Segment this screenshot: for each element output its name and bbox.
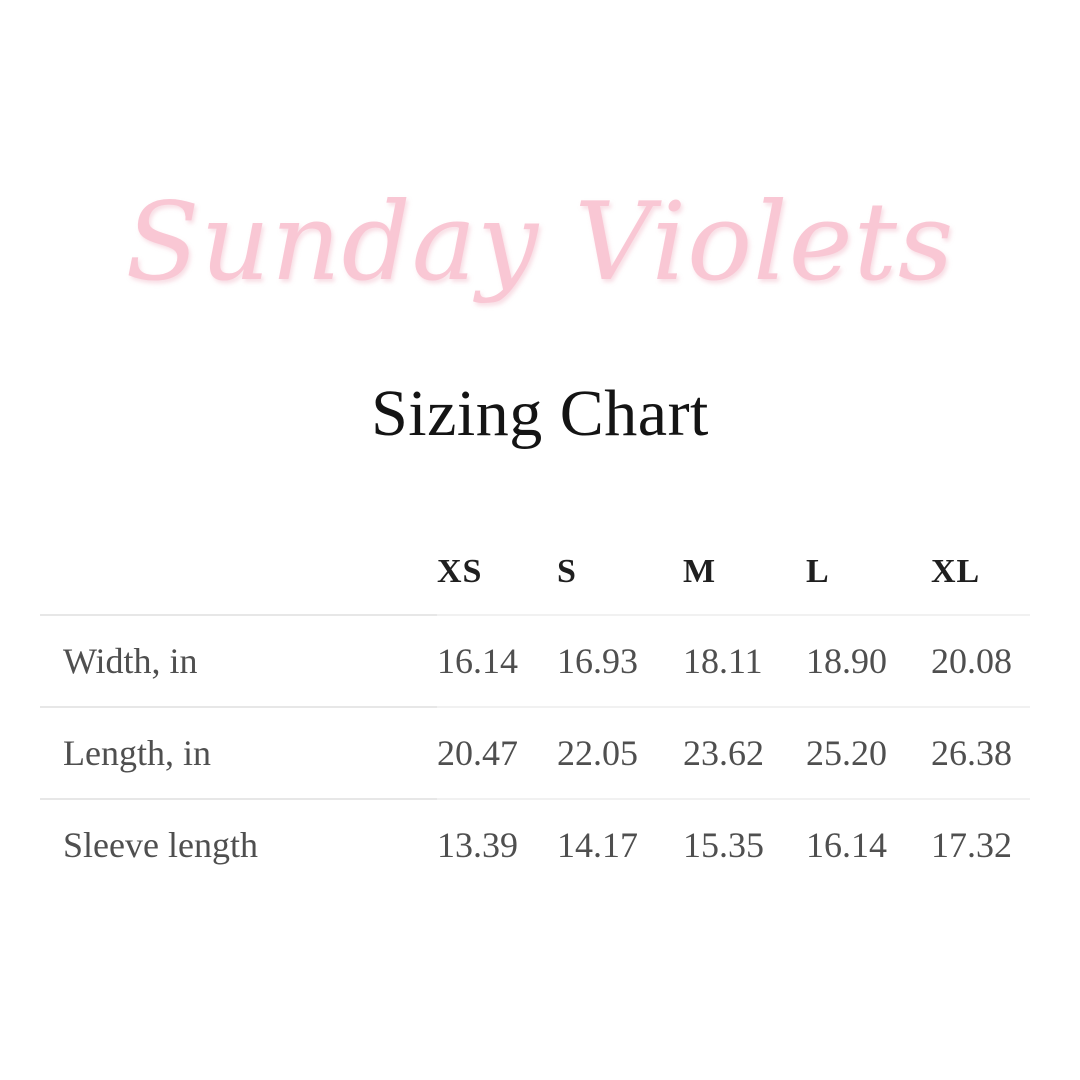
table-cell: 18.11: [683, 614, 806, 706]
row-label: Width, in: [40, 614, 437, 706]
row-label: Sleeve length: [40, 798, 437, 890]
table-cell: 16.93: [557, 614, 683, 706]
table-cell: 23.62: [683, 706, 806, 798]
brand-logo: Sunday Violets: [125, 180, 955, 305]
table-cell: 18.90: [806, 614, 931, 706]
table-cell: 26.38: [931, 706, 1030, 798]
table-cell: 25.20: [806, 706, 931, 798]
sizing-table: [40, 530, 1030, 890]
row-label: Length, in: [40, 706, 437, 798]
table-row-length: [40, 706, 1030, 798]
table-cell: 14.17: [557, 798, 683, 890]
table-cell: 22.05: [557, 706, 683, 798]
table-cell: 16.14: [437, 614, 557, 706]
table-cell: 17.32: [931, 798, 1030, 890]
column-header-xs: XS: [437, 553, 483, 590]
table-cell: 20.47: [437, 706, 557, 798]
page-title: Sizing Chart: [371, 377, 709, 450]
table-row-sleeve-length: [40, 798, 1030, 890]
column-header-m: M: [683, 553, 717, 590]
table-row-width: [40, 614, 1030, 706]
column-header-xl: XL: [931, 553, 981, 590]
table-cell: 16.14: [806, 798, 931, 890]
table-cell: 15.35: [683, 798, 806, 890]
column-header-s: S: [557, 553, 577, 590]
table-cell: 13.39: [437, 798, 557, 890]
column-header-l: L: [806, 553, 830, 590]
table-cell: 20.08: [931, 614, 1030, 706]
table-header-row: [40, 530, 1030, 614]
